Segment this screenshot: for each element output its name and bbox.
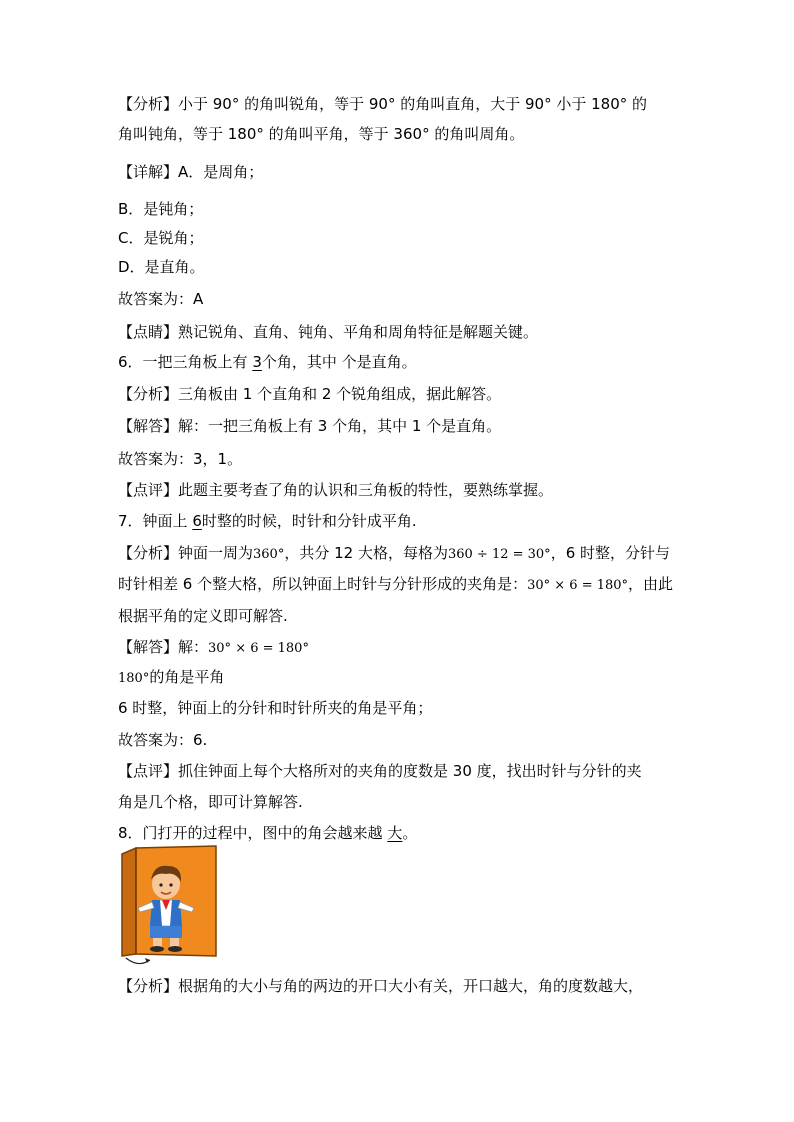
- text-line: [118, 635, 309, 661]
- text-segment: 【解答】解：: [118, 638, 209, 656]
- question-7: [118, 509, 417, 533]
- boy-shoe: [150, 946, 164, 952]
- text-line: 【详解】A．是周角；: [118, 163, 264, 181]
- text-line: D．是直角。: [118, 258, 205, 276]
- text-line: 故答案为：A: [118, 290, 204, 308]
- question-6: [118, 350, 417, 374]
- text-line: 【点评】此题主要考查了角的认识和三角板的特性，要熟练掌握。: [118, 481, 554, 499]
- math-expression: 180°: [118, 671, 150, 686]
- question-text: 个角，其中: [261, 353, 342, 371]
- text-segment: 【分析】钟面一周为: [118, 544, 254, 562]
- text-segment: 时针相差 6 个整大格，所以钟面上时针与分针形成的夹角是：: [118, 575, 528, 593]
- question-text: 7．钟面上: [118, 512, 193, 530]
- question-text: 6．一把三角板上有: [118, 353, 253, 371]
- boy-eye: [169, 883, 172, 886]
- text-line: 6 时整，钟面上的分针和时针所夹的角是平角；: [118, 699, 433, 717]
- math-expression: 30° × 6 = 180°: [208, 641, 309, 656]
- text-line: [118, 665, 224, 691]
- text-line: 【分析】三角板由 1 个直角和 2 个锐角组成，据此解答。: [118, 385, 502, 403]
- question-text: 时整的时候，时针和分针成平角.: [201, 512, 417, 530]
- text-line: 【点评】抓住钟面上每个大格所对的夹角的度数是 30 度，找出时针与分针的夹: [118, 762, 642, 780]
- text-line: [118, 572, 673, 598]
- question-text: 8．门打开的过程中，图中的角会越来越: [118, 824, 388, 842]
- text-line: 【点睛】熟记锐角、直角、钝角、平角和周角特征是解题关键。: [118, 323, 539, 341]
- text-line: 角是几个格，即可计算解答.: [118, 793, 303, 811]
- text-segment: 的角是平角: [149, 668, 225, 686]
- answer-blank: 3: [252, 353, 262, 371]
- text-line: 根据平角的定义即可解答.: [118, 607, 288, 625]
- answer-blank: 6: [192, 512, 202, 530]
- text-line: B．是钝角；: [118, 200, 204, 218]
- math-expression: 360°: [253, 547, 285, 562]
- math-expression: 360 ÷ 12 = 30°: [447, 547, 551, 562]
- door-boy-illustration: [118, 844, 218, 966]
- question-text: 个是直角。: [341, 353, 417, 371]
- answer-blank: 大: [387, 824, 403, 842]
- math-expression: 30° × 6 = 180°: [527, 578, 629, 593]
- door-left-panel: [122, 848, 136, 956]
- question-text: 。: [402, 824, 418, 842]
- text-line: 【分析】小于 90° 的角叫锐角，等于 90° 的角叫直角，大于 90° 小于 180° 的: [118, 95, 648, 113]
- boy-pants: [150, 926, 182, 938]
- text-line: C．是锐角；: [118, 229, 204, 247]
- text-line: 【解答】解：一把三角板上有 3 个角，其中 1 个是直角。: [118, 417, 502, 435]
- text-segment: ，由此: [628, 575, 674, 593]
- text-segment: ，6 时整，分针与: [550, 544, 670, 562]
- text-line: [118, 541, 670, 567]
- boy-eye: [159, 883, 162, 886]
- text-line: 故答案为：6.: [118, 731, 208, 749]
- boy-shoe: [168, 946, 182, 952]
- text-line: 故答案为：3，1。: [118, 450, 243, 468]
- text-line: 角叫钝角，等于 180° 的角叫平角，等于 360° 的角叫周角。: [118, 125, 525, 143]
- boy-leg: [170, 938, 179, 947]
- question-8: [118, 821, 417, 845]
- text-line: 【分析】根据角的大小与角的两边的开口大小有关，开口越大，角的度数越大，: [118, 977, 644, 995]
- boy-leg: [153, 938, 162, 947]
- text-segment: ，共分 12 大格，每格为: [284, 544, 448, 562]
